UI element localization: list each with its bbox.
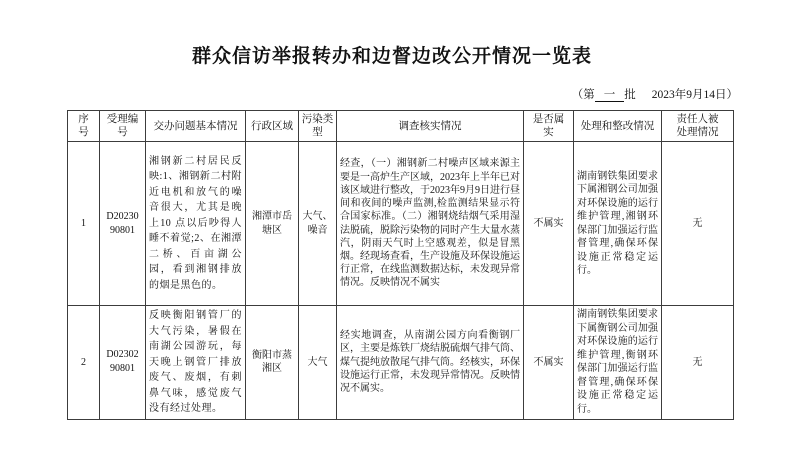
table-row [68, 142, 734, 306]
cell-id: D0230290801 [100, 306, 146, 420]
batch-prefix: （第 [571, 89, 595, 101]
col-header-verified: 是否属实 [524, 111, 574, 142]
cell-responsible: 无 [662, 142, 734, 306]
cell-problem: 反映衡阳钢管厂的大气污染，暑假在南湖公园游玩，每天晚上钢管厂排放废气、废烟，有刺鼻气味，感觉废气没有经过处理。 [146, 306, 246, 420]
header-row [68, 111, 734, 142]
cell-verified: 不属实 [524, 306, 574, 420]
batch-suffix: 批 [624, 89, 636, 101]
col-header-handling: 处理和整改情况 [574, 111, 662, 142]
batch-line [572, 86, 738, 102]
cell-id: D2023090801 [100, 142, 146, 306]
cell-investigation: 经实地调查，从南湖公园方向看衡钢厂区，主要是炼铁厂烧结脱硫烟气排气筒、煤气提纯放散尾气排气筒。经核实，环保设施运行正常，未发现异常情况。反映情况不属实。 [337, 306, 524, 420]
cell-seq: 1 [68, 142, 100, 306]
cell-pollution: 大气、噪音 [299, 142, 337, 306]
cell-handling: 湖南钢铁集团要求下属衡钢公司加强对环保设施的运行维护管理,衡钢环保部门加强运行监督管理,确保环保设施正常稳定运行。 [574, 306, 662, 420]
cell-verified: 不属实 [524, 142, 574, 306]
cell-region: 衡阳市蒸湘区 [246, 306, 299, 420]
batch-number: 一 [595, 89, 625, 102]
publish-date: 2023年9月14日） [651, 89, 738, 101]
cell-pollution: 大气 [299, 306, 337, 420]
cell-problem: 湘钢新二村居民反映:1、湘钢新二村附近电机和放气的噪音很大，尤其是晚上10 点以后吵得人睡不着觉;2、在湘潭二桥、百亩湖公园，看到湘钢排放的烟是黑色的。 [146, 142, 246, 306]
report-table [67, 110, 734, 420]
cell-seq: 2 [68, 306, 100, 420]
col-header-problem: 交办问题基本情况 [146, 111, 246, 142]
col-header-seq: 序号 [68, 111, 100, 142]
col-header-id: 受理编号 [100, 111, 146, 142]
col-header-pollution: 污染类型 [299, 111, 337, 142]
col-header-region: 行政区域 [246, 111, 299, 142]
cell-region: 湘潭市岳塘区 [246, 142, 299, 306]
cell-handling: 湖南钢铁集团要求下属湘钢公司加强对环保设施的运行维护管理,湘钢环保部门加强运行监督管理,确保环保设施正常稳定运行。 [574, 142, 662, 306]
page-title: 群众信访举报转办和边督边改公开情况一览表 [191, 46, 592, 67]
col-header-investigation: 调查核实情况 [337, 111, 524, 142]
cell-responsible: 无 [662, 306, 734, 420]
col-header-responsible: 责任人被处理情况 [662, 111, 734, 142]
table-row [68, 306, 734, 420]
cell-investigation: 经查，（一）湘钢新二村噪声区域来源主要是一高炉生产区域，2023年上半年已对该区域进行整改，于2023年9月9日进行昼间和夜间的噪声监测,检监测结果显示符合国家标准。（二）湘钢烧结烟气采用湿法脱硫，脱除污染物的同时产生大量水蒸汽，阴雨天气时上空感观差，似是冒黑烟。经现场查看，生产设施及环保设施运行正常，在线监测数据达标，未发现异常情况。反映情况不属实 [337, 142, 524, 306]
